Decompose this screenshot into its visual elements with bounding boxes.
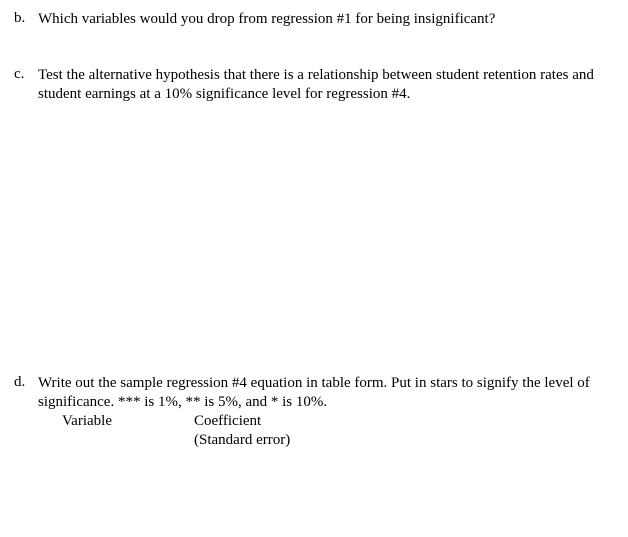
question-d-text [38, 374, 628, 412]
question-c-line-2: student earnings at a 10% significance level for regression #4. [38, 86, 411, 102]
question-d-line-2: significance. *** is 1%, ** is 5%, and * is 10%. [38, 394, 328, 410]
question-b [14, 10, 628, 29]
question-b-letter: b. [14, 10, 26, 26]
question-c [14, 66, 628, 104]
question-b-text [38, 10, 628, 29]
question-d-letter: d. [14, 374, 26, 390]
coefficient-column-header: Coefficient [194, 413, 262, 429]
question-b-line-1: Which variables would you drop from regression #1 for being insignificant? [38, 11, 496, 27]
question-c-line-1: Test the alternative hypothesis that there is a relationship between student retention rates and [38, 67, 594, 83]
question-d [14, 374, 628, 412]
question-d-line-1: Write out the sample regression #4 equation in table form. Put in stars to signify the level of [38, 375, 590, 391]
question-c-text [38, 66, 628, 104]
question-c-letter: c. [14, 66, 25, 82]
standard-error-column-header: (Standard error) [194, 432, 291, 448]
variable-column-header: Variable [62, 413, 112, 429]
